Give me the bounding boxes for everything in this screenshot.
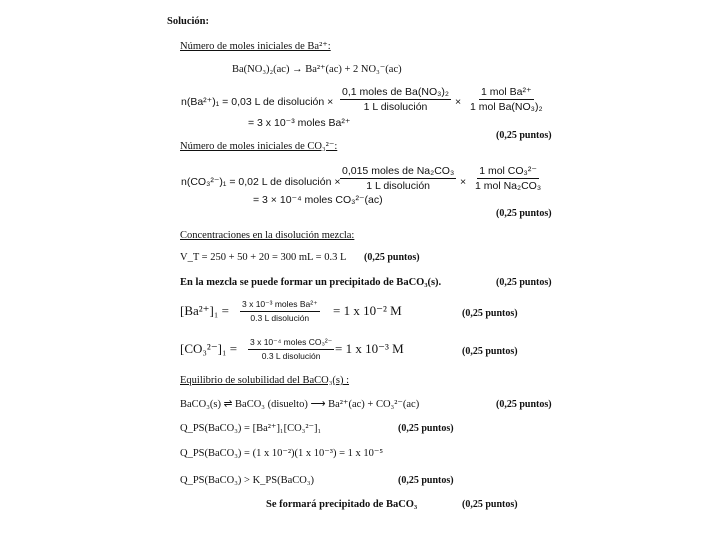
section-heading-concentrations: Concentraciones en la disolución mezcla:: [180, 230, 355, 241]
co3-fraction-2: [473, 165, 543, 192]
points-label: (0,25 puntos): [496, 208, 552, 219]
ba-concentration-lhs: [Ba²⁺]₁ =: [180, 303, 229, 318]
ba-concentration-denominator: 0.3 L disolución: [250, 313, 310, 323]
mixture-statement: En la mezcla se puede formar un precipitado de BaCO₃(s).: [180, 277, 442, 288]
points-label: (0,25 puntos): [364, 252, 420, 263]
points-label: (0,25 puntos): [398, 475, 454, 486]
ba-fraction-2-denominator: 1 mol Ba(NO₃)₂: [470, 101, 543, 113]
section-heading-co3-moles: Número de moles iniciales de CO₃²⁻:: [180, 141, 338, 152]
ba-fraction-2: [468, 86, 545, 113]
ba-fraction-2-numerator: 1 mol Ba²⁺: [481, 86, 532, 98]
co3-fraction-1-denominator: 1 L disolución: [366, 180, 431, 192]
ba-fraction-1: [340, 86, 451, 113]
co3-fraction-2-denominator: 1 mol Na₂CO₃: [475, 180, 542, 192]
points-label: (0,25 puntos): [462, 499, 518, 510]
qps-calculation: Q_PS(BaCO₃) = (1 x 10⁻²)(1 x 10⁻³) = 1 x 10⁻⁵: [180, 448, 384, 459]
times-sign: ×: [460, 176, 467, 188]
co3-fraction-1: [340, 165, 456, 192]
points-label: (0,25 puntos): [496, 277, 552, 288]
ba-moles-lhs: n(Ba²⁺)₁ = 0,03 L de disolución ×: [181, 96, 334, 108]
solution-title: Solución:: [167, 16, 210, 27]
times-sign: ×: [455, 96, 462, 108]
total-volume: V_T = 250 + 50 + 20 = 300 mL = 0.3 L: [180, 252, 347, 263]
ba-concentration-fraction: [240, 299, 320, 323]
solubility-equation: BaCO₃(s) ⇌ BaCO₃ (disuelto) ⟶ Ba²⁺(ac) + CO₃²⁻(ac): [180, 399, 420, 410]
co3-fraction-1-numerator: 0,015 moles de Na₂CO₃: [342, 165, 455, 177]
co3-moles-lhs: n(CO₃²⁻)₁ = 0,02 L de disolución ×: [181, 176, 341, 188]
conclusion: Se formará precipitado de BaCO₃: [266, 499, 418, 510]
reaction-dissociation: Ba(NO₃)₂(ac) → Ba²⁺(ac) + 2 NO₃⁻(ac): [232, 64, 402, 75]
co3-moles-result: = 3 × 10⁻⁴ moles CO₃²⁻(ac): [253, 194, 383, 206]
co3-concentration-denominator: 0.3 L disolución: [261, 351, 321, 361]
ba-concentration-numerator: 3 x 10⁻³ moles Ba²⁺: [240, 299, 320, 312]
points-label: (0,25 puntos): [496, 130, 552, 141]
ba-concentration-result: = 1 x 10⁻² M: [333, 303, 402, 318]
points-label: (0,25 puntos): [462, 308, 518, 319]
co3-concentration-lhs: [CO₃²⁻]₁ =: [180, 341, 238, 356]
co3-concentration-fraction: [248, 337, 334, 361]
ba-moles-result: = 3 x 10⁻³ moles Ba²⁺: [248, 117, 351, 129]
co3-concentration-numerator: 3 x 10⁻⁴ moles CO₃²⁻: [248, 337, 334, 350]
ba-fraction-1-denominator: 1 L disolución: [363, 101, 428, 113]
section-heading-ba-moles: Número de moles iniciales de Ba²⁺:: [180, 41, 331, 52]
co3-fraction-2-numerator: 1 mol CO₃²⁻: [479, 165, 537, 177]
points-label: (0,25 puntos): [496, 399, 552, 410]
qps-comparison: Q_PS(BaCO₃) > K_PS(BaCO₃): [180, 475, 315, 486]
ba-fraction-1-numerator: 0,1 moles de Ba(NO₃)₂: [342, 86, 449, 98]
points-label: (0,25 puntos): [398, 423, 454, 434]
points-label: (0,25 puntos): [462, 346, 518, 357]
co3-concentration-result: = 1 x 10⁻³ M: [335, 341, 404, 356]
qps-expression: Q_PS(BaCO₃) = [Ba²⁺]₁[CO₃²⁻]₁: [180, 423, 322, 434]
section-heading-solubility-equilibrium: Equilibrio de solubilidad del BaCO₃(s) :: [180, 375, 350, 386]
